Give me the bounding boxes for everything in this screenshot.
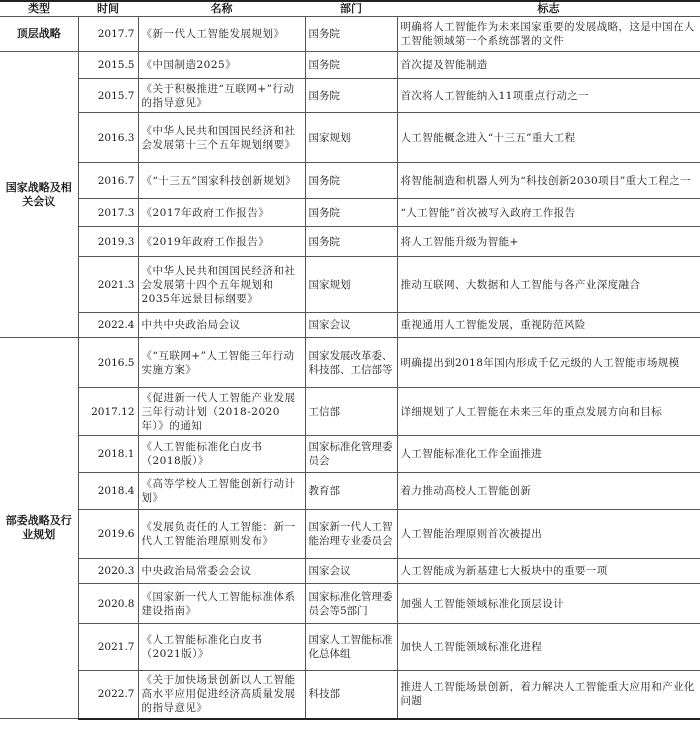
table-row xyxy=(0,584,700,624)
row-date: 2021.3 xyxy=(78,257,138,313)
row-mark: 人工智能成为新基建七大板块中的重要一项 xyxy=(397,559,700,584)
row-date: 2015.5 xyxy=(78,52,138,79)
row-mark: 人工智能治理原则首次被提出 xyxy=(397,510,700,559)
table-row xyxy=(0,113,700,163)
row-date: 2022.7 xyxy=(78,671,138,719)
header-row xyxy=(0,1,700,17)
header-type: 类型 xyxy=(0,1,78,17)
table-row xyxy=(0,559,700,584)
row-mark: “人工智能”首次被写入政府工作报告 xyxy=(397,199,700,227)
category-ministry-strategy: 部委战略及行业规划 xyxy=(0,338,78,719)
row-name: 《“互联网+”人工智能三年行动实施方案》 xyxy=(138,338,305,388)
row-name: 中共中央政治局会议 xyxy=(138,313,305,338)
row-mark: 首次将人工智能纳入11项重点行动之一 xyxy=(397,79,700,113)
table-row xyxy=(0,17,700,52)
row-dept: 国务院 xyxy=(305,227,397,257)
row-date: 2015.7 xyxy=(78,79,138,113)
row-name: 《新一代人工智能发展规划》 xyxy=(138,17,305,52)
row-dept: 国务院 xyxy=(305,199,397,227)
row-dept: 科技部 xyxy=(305,671,397,719)
header-date: 时间 xyxy=(78,1,138,17)
row-date: 2019.6 xyxy=(78,510,138,559)
row-date: 2017.12 xyxy=(78,388,138,436)
table-row xyxy=(0,671,700,719)
row-date: 2016.3 xyxy=(78,113,138,163)
row-mark: 加快人工智能领域标准化进程 xyxy=(397,624,700,671)
table-row xyxy=(0,473,700,510)
row-date: 2017.3 xyxy=(78,199,138,227)
row-mark: 将智能制造和机器人列为“科技创新2030项目”重大工程之一 xyxy=(397,163,700,199)
row-dept: 国家标准化管理委员会等5部门 xyxy=(305,584,397,624)
row-dept: 国家会议 xyxy=(305,313,397,338)
row-mark: 明确提出到2018年国内形成千亿元级的人工智能市场规模 xyxy=(397,338,700,388)
row-date: 2018.1 xyxy=(78,436,138,473)
table-row xyxy=(0,79,700,113)
row-mark: 将人工智能升级为智能+ xyxy=(397,227,700,257)
category-top-strategy: 顶层战略 xyxy=(0,17,78,52)
row-dept: 工信部 xyxy=(305,388,397,436)
table-row xyxy=(0,338,700,388)
row-dept: 国务院 xyxy=(305,79,397,113)
table-row xyxy=(0,510,700,559)
table-row xyxy=(0,199,700,227)
row-date: 2020.3 xyxy=(78,559,138,584)
row-name: 《中华人民共和国国民经济和社会发展第十四个五年规划和2035年远景目标纲要》 xyxy=(138,257,305,313)
row-mark: 明确将人工智能作为未来国家重要的发展战略，这是中国在人工智能领域第一个系统部署的文件 xyxy=(397,17,700,52)
row-mark: 推动互联网、大数据和人工智能与各产业深度融合 xyxy=(397,257,700,313)
table-row xyxy=(0,388,700,436)
row-mark: 着力推动高校人工智能创新 xyxy=(397,473,700,510)
header-dept: 部门 xyxy=(305,1,397,17)
row-mark: 加强人工智能领域标准化顶层设计 xyxy=(397,584,700,624)
row-dept: 国家规划 xyxy=(305,113,397,163)
table-row xyxy=(0,624,700,671)
row-dept: 国家新一代人工智能治理专业委员会 xyxy=(305,510,397,559)
row-date: 2019.3 xyxy=(78,227,138,257)
row-name: 《中国制造2025》 xyxy=(138,52,305,79)
row-mark: 重视通用人工智能发展，重视防范风险 xyxy=(397,313,700,338)
row-dept: 国家发展改革委、科技部、工信部等 xyxy=(305,338,397,388)
row-mark: 详细规划了人工智能在未来三年的重点发展方向和目标 xyxy=(397,388,700,436)
row-name: 《促进新一代人工智能产业发展三年行动计划（2018-2020年）》的通知 xyxy=(138,388,305,436)
row-name: 《关于加快场景创新以人工智能高水平应用促进经济高质量发展的指导意见》 xyxy=(138,671,305,719)
row-dept: 国务院 xyxy=(305,52,397,79)
row-date: 2018.4 xyxy=(78,473,138,510)
row-date: 2021.7 xyxy=(78,624,138,671)
row-mark: 首次提及智能制造 xyxy=(397,52,700,79)
row-mark: 推进人工智能场景创新，着力解决人工智能重大应用和产业化问题 xyxy=(397,671,700,719)
row-name: 《国家新一代人工智能标准体系建设指南》 xyxy=(138,584,305,624)
row-dept: 国家人工智能标准化总体组 xyxy=(305,624,397,671)
row-dept: 国家标准化管理委员会 xyxy=(305,436,397,473)
row-date: 2022.4 xyxy=(78,313,138,338)
row-dept: 教育部 xyxy=(305,473,397,510)
table-row xyxy=(0,313,700,338)
row-date: 2020.8 xyxy=(78,584,138,624)
row-name: 《高等学校人工智能创新行动计划》 xyxy=(138,473,305,510)
table-row xyxy=(0,257,700,313)
row-name: 《关于积极推进“互联网+”行动的指导意见》 xyxy=(138,79,305,113)
row-name: 《中华人民共和国国民经济和社会发展第十三个五年规划纲要》 xyxy=(138,113,305,163)
row-dept: 国务院 xyxy=(305,17,397,52)
row-dept: 国家规划 xyxy=(305,257,397,313)
row-name: 《人工智能标准化白皮书（2021版）》 xyxy=(138,624,305,671)
row-name: 《2017年政府工作报告》 xyxy=(138,199,305,227)
table-row xyxy=(0,52,700,79)
row-date: 2016.5 xyxy=(78,338,138,388)
table-row xyxy=(0,163,700,199)
row-name: 《2019年政府工作报告》 xyxy=(138,227,305,257)
table-row xyxy=(0,436,700,473)
table-row xyxy=(0,227,700,257)
row-date: 2016.7 xyxy=(78,163,138,199)
row-mark: 人工智能标准化工作全面推进 xyxy=(397,436,700,473)
row-name: 《人工智能标准化白皮书（2018版）》 xyxy=(138,436,305,473)
row-dept: 国务院 xyxy=(305,163,397,199)
header-mark: 标志 xyxy=(397,1,700,17)
row-name: 《发展负责任的人工智能：新一代人工智能治理原则发布》 xyxy=(138,510,305,559)
row-date: 2017.7 xyxy=(78,17,138,52)
row-mark: 人工智能概念进入“十三五”重大工程 xyxy=(397,113,700,163)
category-national-strategy: 国家战略及相关会议 xyxy=(0,52,78,338)
row-name: 《“十三五”国家科技创新规划》 xyxy=(138,163,305,199)
header-name: 名称 xyxy=(138,1,305,17)
row-dept: 国家会议 xyxy=(305,559,397,584)
row-name: 中央政治局常委会会议 xyxy=(138,559,305,584)
